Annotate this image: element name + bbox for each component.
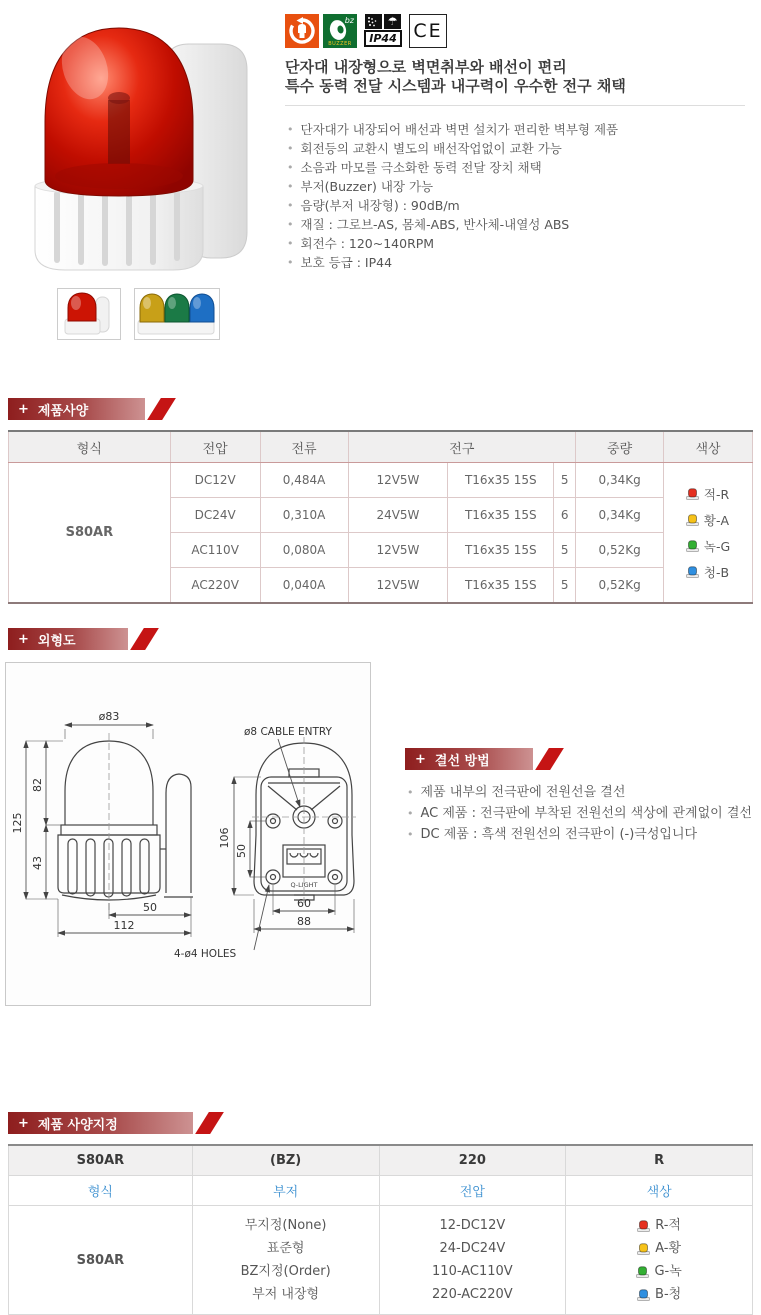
feature-text: 음량(부저 내장형) : 90dB/m: [300, 198, 460, 214]
beacon-color-icon: [686, 540, 699, 552]
outline-banner: [8, 628, 128, 650]
code-voltage: 220: [379, 1145, 566, 1176]
qty-cell: 5: [554, 463, 576, 498]
wiring-item: [405, 803, 755, 824]
code-model: S80AR: [9, 1145, 193, 1176]
legend-label: 적-R: [703, 486, 730, 502]
beacon-color-icon: [636, 1266, 649, 1278]
designation-table: [8, 1144, 753, 1315]
model-cell: S80AR: [9, 463, 171, 604]
wiring-item: [405, 824, 755, 845]
dim-50-side: 50: [143, 901, 157, 914]
watt-cell: 24V5W: [348, 498, 448, 533]
headline-line-1: 단자대 내장형으로 벽면취부와 배선이 편리: [285, 58, 567, 76]
beacon-color-icon: [637, 1289, 650, 1301]
section-header-wiring: [405, 748, 755, 770]
legend-item-amber: [686, 507, 730, 533]
feature-list: [285, 120, 745, 272]
weight-cell: 0,34Kg: [576, 498, 664, 533]
dimension-drawing: [6, 663, 370, 1005]
beacon-color-icon: [637, 1243, 650, 1255]
designation-label-row: [9, 1176, 753, 1206]
legend-item-blue: [686, 559, 730, 585]
dim-106: 106: [218, 827, 231, 849]
label-voltage: 전압: [379, 1176, 566, 1206]
feature-text: 회전수 : 120~140RPM: [300, 236, 435, 252]
feature-item: [285, 253, 745, 272]
col-bulb: 전구: [348, 431, 576, 463]
legend-label: 녹-G: [703, 538, 731, 554]
watt-cell: 12V5W: [348, 533, 448, 568]
bullet-icon: •: [287, 180, 294, 194]
bullet-icon: •: [407, 807, 414, 820]
dim-60: 60: [297, 897, 311, 910]
color-legend: [686, 481, 730, 585]
beacon-color-icon: [686, 488, 699, 500]
feature-item: [285, 158, 745, 177]
bulb-top: [108, 92, 130, 104]
color-option-label: A-황: [655, 1241, 682, 1256]
designation-title: 제품 사양지정: [37, 1117, 118, 1133]
wiring-banner: [405, 748, 533, 770]
buzzer-option: 부저 내장형: [252, 1287, 320, 1302]
thumbnail-row: [57, 288, 267, 340]
voltage-option: 24-DC24V: [439, 1241, 506, 1256]
feature-text: 소음과 마모를 극소화한 동력 전달 장치 채택: [300, 160, 542, 176]
code-color: R: [566, 1145, 753, 1176]
beacon-color-icon: [686, 566, 699, 578]
holes-label: 4-ø4 HOLES: [174, 948, 237, 960]
feature-item: [285, 196, 745, 215]
weight-cell: 0,52Kg: [576, 568, 664, 604]
bullet-icon: •: [287, 256, 294, 270]
feature-item: [285, 139, 745, 158]
dim-82: 82: [31, 778, 44, 792]
color-options: [566, 1206, 753, 1315]
color-legend-cell: [664, 463, 753, 604]
label-color: 색상: [566, 1176, 753, 1206]
dim-88: 88: [297, 915, 311, 928]
dust-protection-icon: [365, 14, 382, 29]
headline-line-2: 특수 동력 전달 시스템과 내구력이 우수한 전구 채택: [285, 77, 626, 96]
feature-item: [285, 215, 745, 234]
feature-item: [285, 177, 745, 196]
qty-cell: 5: [554, 533, 576, 568]
legend-label: 청-B: [703, 564, 730, 580]
voltage-option: 220-AC220V: [432, 1287, 513, 1302]
spec-banner: [8, 398, 145, 420]
brand-label: Q-LIGHT: [290, 881, 318, 889]
col-weight: 중량: [576, 431, 664, 463]
thumbnail-red-image: [59, 290, 119, 338]
thumbnail-colors[interactable]: [134, 288, 220, 340]
color-option-label: R-적: [655, 1218, 681, 1233]
col-color: 색상: [664, 431, 753, 463]
code-buzzer: (BZ): [192, 1145, 379, 1176]
bullet-icon: •: [407, 828, 414, 841]
banner-slash-decoration: [147, 398, 176, 420]
col-type: 형식: [9, 431, 171, 463]
beacon-color-icon: [686, 514, 699, 526]
plus-marker: +: [415, 751, 426, 767]
banner-slash-decoration: [535, 748, 564, 770]
feature-text: 단자대가 내장되어 배선과 벽면 설치가 편리한 벽부형 제품: [300, 122, 619, 138]
bulb-cell: T16x35 15S: [448, 498, 554, 533]
voltage-options: [379, 1206, 566, 1315]
voltage-cell: AC110V: [170, 533, 260, 568]
spec-row: [9, 463, 753, 498]
banner-slash-decoration: [195, 1112, 224, 1134]
wiring-section: [405, 748, 755, 1006]
certification-icons: [285, 14, 745, 52]
ip44-label: IP44: [364, 30, 401, 47]
banner-slash-decoration: [130, 628, 159, 650]
wiring-text: DC 제품 : 흑색 전원선의 전극판이 (-)극성입니다: [420, 827, 698, 842]
product-info-column: [285, 14, 745, 340]
plus-marker: +: [18, 401, 29, 417]
dim-43: 43: [31, 856, 44, 870]
wiring-text: AC 제품 : 전극판에 부착된 전원선의 색상에 관계없이 결선: [420, 806, 752, 821]
product-headline: [285, 58, 745, 106]
side-view: [58, 741, 193, 900]
buzzer-option: 표준형: [266, 1241, 305, 1256]
current-cell: 0,080A: [260, 533, 348, 568]
plus-marker: +: [18, 631, 29, 647]
buzzer-icon: [323, 14, 357, 48]
section-header-spec: [8, 398, 761, 420]
qty-cell: 5: [554, 568, 576, 604]
bulb-cell: T16x35 15S: [448, 568, 554, 604]
designation-code-row: [9, 1145, 753, 1176]
dim-112: 112: [113, 919, 135, 932]
color-option-label: G-녹: [654, 1264, 682, 1279]
spec-table: [8, 430, 753, 604]
watt-cell: 12V5W: [348, 463, 448, 498]
spec-header-row: [9, 431, 753, 463]
feature-item: [285, 120, 745, 139]
color-option-red: [566, 1214, 752, 1237]
product-photo-column: [15, 14, 267, 340]
bulb: [108, 100, 130, 164]
voltage-cell: DC24V: [170, 498, 260, 533]
color-option-blue: [566, 1283, 752, 1306]
legend-item-red: [686, 481, 730, 507]
bullet-icon: •: [287, 237, 294, 251]
col-current: 전류: [260, 431, 348, 463]
color-option-green: [566, 1260, 752, 1283]
weight-cell: 0,52Kg: [576, 533, 664, 568]
thumbnail-red[interactable]: [57, 288, 121, 340]
current-cell: 0,040A: [260, 568, 348, 604]
dim-dia83: ø83: [98, 710, 120, 723]
bulb-cell: T16x35 15S: [448, 463, 554, 498]
wiring-list: [405, 782, 755, 845]
bullet-icon: •: [287, 123, 294, 137]
outline-and-wiring-row: [5, 662, 761, 1006]
designation-body-row: [9, 1206, 753, 1315]
section-header-outline: [8, 628, 761, 650]
bullet-icon: •: [287, 161, 294, 175]
buzzer-option: BZ지정(Order): [240, 1264, 331, 1279]
top-area: [0, 0, 761, 340]
weight-cell: 0,34Kg: [576, 463, 664, 498]
beacon-color-icon: [637, 1220, 650, 1232]
legend-label: 황-A: [703, 512, 730, 528]
bz-text: bz: [344, 16, 354, 25]
dome-bottom-band: [55, 163, 183, 189]
ip44-pictograms: [365, 14, 401, 29]
dimension-drawing-box: [5, 662, 371, 1006]
legend-item-green: [686, 533, 730, 559]
bullet-icon: •: [287, 142, 294, 156]
feature-text: 부저(Buzzer) 내장 가능: [300, 179, 434, 195]
designation-model: S80AR: [9, 1206, 193, 1315]
spec-title: 제품사양: [37, 403, 89, 419]
wiring-text: 제품 내부의 전극판에 전원선을 결선: [420, 785, 626, 800]
buzzer-option: 무지정(None): [244, 1218, 327, 1233]
label-buzzer: 부저: [192, 1176, 379, 1206]
feature-text: 재질 : 그로브-AS, 몸체-ABS, 반사체-내열성 ABS: [300, 217, 570, 233]
buzzer-options: [192, 1206, 379, 1315]
section-header-designation: [8, 1112, 761, 1134]
feature-item: [285, 234, 745, 253]
ce-mark-icon: CE: [409, 14, 447, 48]
designation-banner: [8, 1112, 193, 1134]
product-photo: [15, 14, 265, 276]
voltage-option: 110-AC110V: [432, 1264, 513, 1279]
outline-title: 외형도: [37, 633, 76, 649]
bullet-icon: •: [287, 199, 294, 213]
buzzer-caption: BUZZER: [328, 41, 352, 47]
current-cell: 0,484A: [260, 463, 348, 498]
feature-text: 보호 등급 : IP44: [300, 255, 393, 271]
dim-50-rear: 50: [235, 844, 248, 858]
wiring-title: 결선 방법: [434, 753, 490, 769]
voltage-cell: AC220V: [170, 568, 260, 604]
voltage-cell: DC12V: [170, 463, 260, 498]
plus-marker: +: [18, 1115, 29, 1131]
color-option-amber: [566, 1237, 752, 1260]
wiring-item: [405, 782, 755, 803]
color-option-label: B-청: [655, 1287, 682, 1302]
thumbnail-colors-image: [136, 290, 218, 338]
watt-cell: 12V5W: [348, 568, 448, 604]
voltage-option: 12-DC12V: [439, 1218, 506, 1233]
rotating-beacon-icon: [285, 14, 319, 48]
water-protection-icon: ☂: [384, 14, 401, 29]
bulb-cell: T16x35 15S: [448, 533, 554, 568]
qty-cell: 6: [554, 498, 576, 533]
bullet-icon: •: [407, 786, 414, 799]
dim-125: 125: [11, 812, 24, 834]
cable-entry-label: ø8 CABLE ENTRY: [244, 726, 332, 738]
col-voltage: 전압: [170, 431, 260, 463]
bullet-icon: •: [287, 218, 294, 232]
ip44-icon: [361, 14, 405, 47]
current-cell: 0,310A: [260, 498, 348, 533]
label-type: 형식: [9, 1176, 193, 1206]
feature-text: 회전등의 교환시 별도의 배선작업없이 교환 가능: [300, 141, 562, 157]
